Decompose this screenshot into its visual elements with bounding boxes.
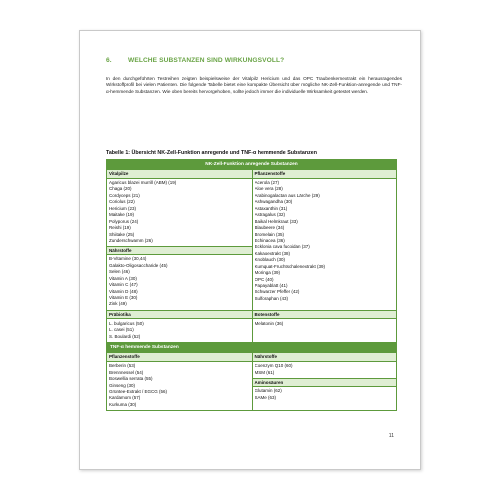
list-item: Cordyceps (21) [109, 192, 140, 198]
list-item: Hericium (23) [109, 205, 137, 211]
table-column-right [252, 311, 397, 342]
table-column-right [252, 170, 397, 310]
document-page [79, 30, 421, 470]
table-column-left [107, 311, 252, 342]
subheader-botenstoffe: Botenstoffe [253, 311, 397, 320]
list-item: Vitamin A (30) [109, 275, 137, 281]
subheader-praebiotika: Präbiotika [107, 311, 252, 320]
list-item: Astragalus (32) [254, 212, 286, 218]
list-item: Berberin (53) [109, 363, 136, 369]
list-item: Vitamin E (30) [109, 295, 138, 300]
list-item: Glutamin (62) [254, 388, 282, 394]
subheader-naehrstoffe: Nährstoffe [107, 246, 252, 255]
list-item: Boswellia serrata (55) [109, 376, 153, 382]
table-row [107, 352, 396, 410]
list-item: Bromelain (35) [254, 231, 285, 237]
list-item: MSM (61) [254, 369, 275, 375]
list-item: Ecklonia cava fucoidan (37) [254, 244, 310, 250]
list-pflanzenstoffe-tnf [107, 362, 252, 411]
list-item: Kumquat-Fruchtschalenextrakt (39) [254, 263, 326, 269]
list-item: Moringa (39) [254, 270, 281, 276]
list-aminosaeuren [253, 387, 397, 403]
list-item: Kurkuma (30) [109, 401, 137, 407]
list-praebiotika [107, 319, 252, 342]
list-naehrstoffe [107, 255, 252, 310]
list-item: L. casei (51) [109, 327, 134, 333]
list-item: Papayablatt (41) [254, 283, 288, 288]
subheader-naehrstoffe-tnf: Nährstoffe [253, 353, 397, 362]
list-item: Coriolus (22) [109, 199, 135, 205]
list-item: Sulforaphan (43) [254, 295, 289, 301]
table-column-left [107, 170, 252, 310]
list-botenstoffe [253, 319, 397, 329]
list-item: Vitamin D (48) [109, 288, 138, 294]
list-item: Aloe vera (28) [254, 186, 283, 192]
list-item: Melatonin (36) [254, 320, 284, 326]
list-item: Schwarzer Pfeffer (42) [254, 289, 300, 295]
list-pflanzenstoffe-nk [253, 179, 397, 305]
section-number: 6. [106, 57, 112, 64]
list-item: Arabinogalactan aus Lärche (29) [254, 192, 320, 198]
tnf-section-header: TNF-α hemmende Substanzen [107, 343, 396, 352]
intro-paragraph: In den durchgeführten Testreihen zeigten beispielsweise der Vitalpilz Hericium und das OPC Traubenkernextrakt ein herausragendes Wirkstoffprofil bei vielen Patienten. Die folgende Tabelle bietet eine kompakte Übersicht über mögliche NK-Zell-Funktion-anregende und TNF-α-hemmende Substanzen. Wie oben bereits hervorgehoben, sollte jedoch immer die individuelle Wirksamkeit getestet werden. [106, 76, 402, 94]
list-item: Kakaoextrakt (38) [254, 250, 291, 256]
list-item: Polyporus (24) [109, 218, 139, 224]
nk-section-header: NK-Zell-Funktion anregende Substanzen [107, 160, 396, 169]
subheader-pflanzenstoffe-nk: Pflanzenstoffe [253, 170, 397, 179]
list-item: Baikal Helmkraut (33) [254, 218, 298, 224]
table-row [107, 169, 396, 310]
list-item: Grüntee-Extrakt / EGCG (56) [109, 388, 168, 394]
list-item: Reishi (19) [109, 225, 131, 231]
list-vitalpilze [107, 179, 252, 247]
list-item: Echinacea (36) [254, 237, 285, 243]
list-item: Ashwagandha (30) [254, 199, 293, 205]
substances-table [106, 159, 397, 411]
list-item: Blaubeere (34) [254, 225, 285, 231]
list-item: Vitamin C (47) [109, 282, 138, 288]
list-item: Astaxanthin (31) [254, 205, 288, 211]
table-column-right [252, 353, 397, 410]
list-item: Brennnessel (54) [109, 369, 144, 375]
list-item: Agaricus blazei murrill (ABM) (19) [109, 180, 177, 185]
list-item: SAMe (63) [254, 394, 277, 400]
list-item: Galakto-Oligosaccharide (45) [109, 262, 168, 268]
list-item: Ginseng (30) [109, 382, 136, 388]
list-item: Kardamom (57) [109, 395, 141, 401]
list-item: Zunderschwamm (26) [109, 237, 153, 243]
table-column-left [107, 353, 252, 410]
subheader-pflanzenstoffe-tnf: Pflanzenstoffe [107, 353, 252, 362]
list-item: Coenzym Q10 (60) [254, 363, 293, 369]
list-item: B-Vitamine (30,44) [109, 256, 147, 262]
section-title: WELCHE SUBSTANZEN SIND WIRKUNGSVOLL? [128, 57, 285, 64]
list-item: Chaga (20) [109, 186, 132, 192]
list-item: Maitake (19) [109, 212, 135, 218]
section-heading [106, 57, 400, 64]
table-row [107, 310, 396, 342]
list-item: Knoblauch (30) [254, 257, 286, 263]
subheader-vitalpilze: Vitalpilze [107, 170, 252, 179]
subheader-aminosaeuren: Aminosäuren [253, 378, 397, 387]
list-item: Shiitake (25) [109, 231, 135, 237]
list-item: OPC (40) [254, 276, 274, 282]
table-caption: Tabelle 1: Übersicht NK-Zell-Funktion anregende und TNF-α hemmende Substanzen [106, 150, 317, 156]
tnf-band-row [107, 342, 396, 352]
list-item: Selen (46) [109, 269, 130, 275]
list-item: Zink (49) [109, 301, 127, 307]
list-item: S. Boulardi (52) [109, 333, 141, 339]
list-naehrstoffe-tnf [253, 362, 397, 378]
list-item: Acerola (27) [254, 180, 280, 185]
list-item: L. bulgaricus (50) [109, 320, 144, 326]
page-number: 11 [388, 433, 394, 439]
